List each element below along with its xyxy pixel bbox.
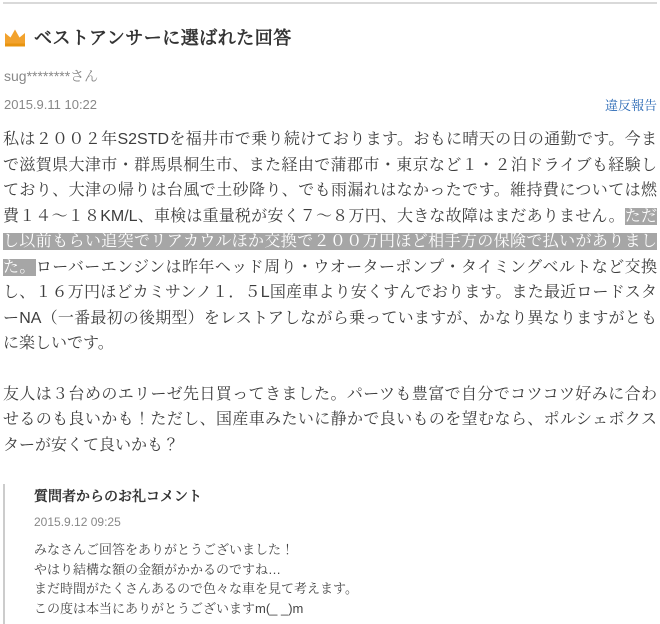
answer-author[interactable]: sug********さん [4,68,99,84]
thanks-comment-line: みなさんご回答をありがとうございました！ [34,542,295,557]
questioner-thanks-box [3,484,657,624]
thanks-comment [34,540,657,618]
best-answer-section [0,2,660,624]
thanks-comment-line: やはり結構な額の金額がかかるのですね… [34,561,282,577]
answer-text-highlighted: ただし以前もらい追突でリアカウルほか交換で２００万円ほど相手方の保険で払いがありました。 [3,207,657,276]
thanks-comment-line: まだ時間がたくさんあるので色々な車を見て考えます。 [34,581,358,596]
answer-paragraph-1 [3,127,657,357]
report-violation-link[interactable]: 違反報告 [604,98,657,113]
answer-meta-row [4,95,657,114]
top-divider [3,2,657,4]
answer-body [3,127,657,458]
best-answer-title: ベストアンサーに選ばれた回答 [34,28,292,48]
thanks-date: 2015.9.12 09:25 [34,515,121,529]
crown-icon [4,28,26,47]
best-answer-header [4,24,657,50]
answer-text-before-highlight: 私は２００２年S2STDを福井市で乗り続けております。おもに晴天の日の通勤です。今まで滋賀県大津市・群馬県桐生市、また経由で蒲郡市・東京など１・２泊ドライブも経験しており、大津の帰りは台風で土砂降り、でも雨漏れはなかったです。維持費については燃費１４～１８KM/L、車検は重量税が安く７～８万円、大きな故障はまだありません。 [3,131,657,225]
answer-date: 2015.9.11 10:22 [4,97,98,112]
thanks-title: 質問者からのお礼コメント [34,488,202,504]
thanks-comment-line: この度は本当にありがとうございますm(_ _)m [34,600,304,616]
answer-paragraph-2: 友人は３台めのエリーゼ先日買ってきました。パーツも豊富で自分でコツコツ好みに合わせるのも良いかも！ただし、国産車みたいに静かで良いものを望むなら、ポルシェボクスターが安くて良いかも？ [3,385,657,454]
answer-text-after-highlight: ローバーエンジンは昨年ヘッド周り・ウオーターポンプ・タイミングベルトなど交換し、１６万円ほどカミサンノ１．５L国産車より安くすんでおります。また最近ロードスターNA（一番最初の後期型）をレストアしながら乗っていますが、かなり異なりますがともに楽しいです。 [3,258,657,352]
